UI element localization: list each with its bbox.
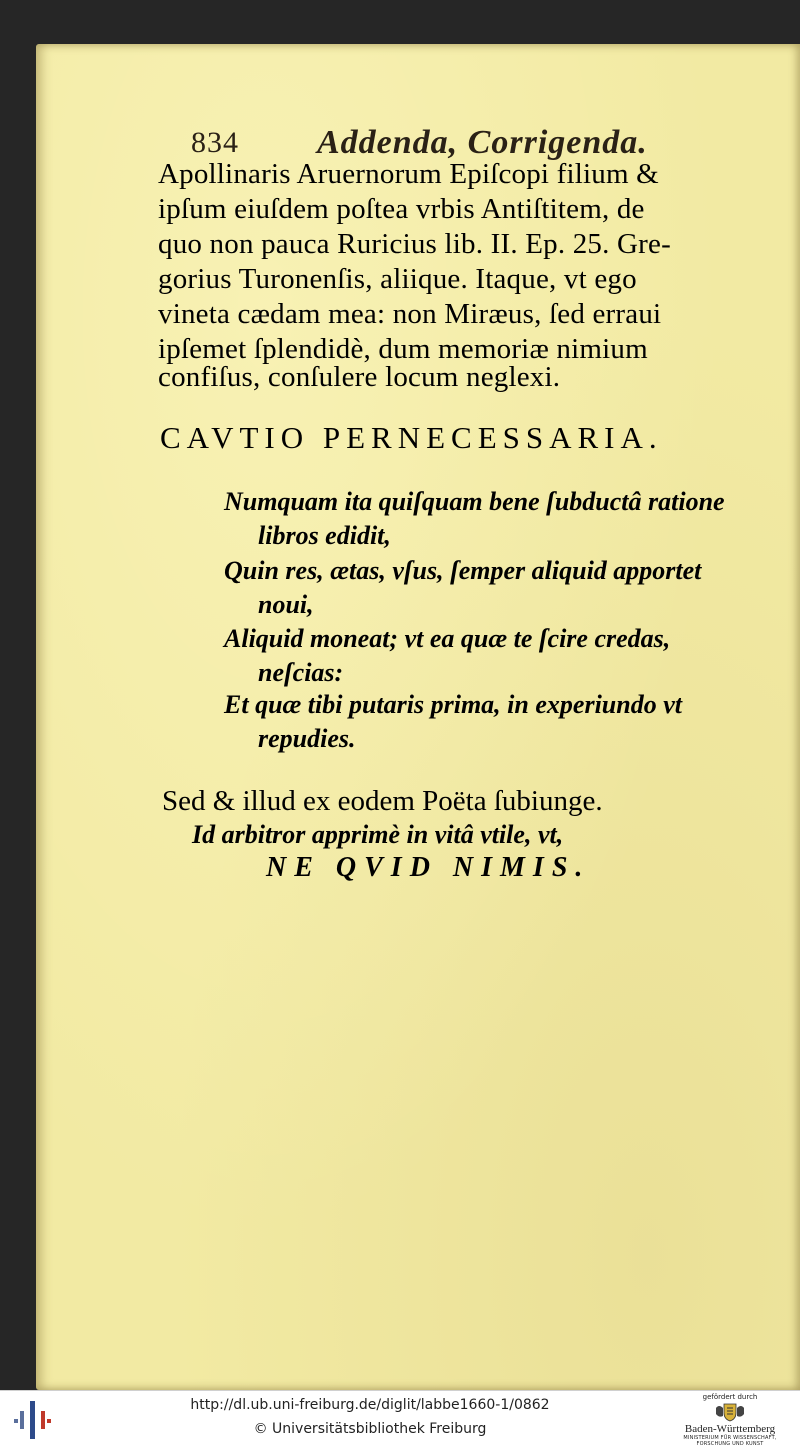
verse-line: libros edidit,: [258, 521, 391, 550]
sponsor-block: [670, 1393, 790, 1447]
body-line: quo non pauca Ruricius lib. II. Ep. 25. Gre-: [158, 228, 671, 260]
verse-line: neſcias:: [258, 658, 344, 687]
body-line: ipſemet ſplendidè, dum memoriæ nimium: [158, 333, 648, 365]
page-number: 834: [191, 126, 239, 159]
body-line: ipſum eiuſdem poſtea vrbis Antiſtitem, de: [158, 193, 645, 225]
verse-line: Et quæ tibi putaris prima, in experiundo vt: [224, 690, 682, 719]
sponsor-note: gefördert durch: [702, 1393, 758, 1401]
verse-line: Numquam ita quiſquam bene ſubductâ ratione: [224, 487, 725, 516]
body-line: confiſus, conſulere locum neglexi.: [158, 361, 561, 393]
closing-line: Sed & illud ex eodem Poëta ſubiunge.: [162, 785, 603, 817]
coat-of-arms-icon: [714, 1402, 746, 1422]
section-heading: CAVTIO PERNECESSARIA.: [160, 420, 663, 455]
viewer-footer: [0, 1390, 800, 1449]
document-url[interactable]: http://dl.ub.uni-freiburg.de/diglit/labbe1660-1/0862: [190, 1397, 550, 1413]
verse-line: noui,: [258, 590, 314, 619]
running-title: Addenda, Corrigenda.: [317, 124, 648, 161]
verse-line: Aliquid moneat; vt ea quæ te ſcire credas,: [224, 624, 671, 653]
body-line: Apollinaris Aruernorum Epiſcopi filium &: [158, 158, 659, 190]
sponsor-ministry: MINISTERIUM FÜR WISSENSCHAFT, FORSCHUNG UND KUNST: [683, 1435, 777, 1447]
body-line: vineta cædam mea: non Miræus, ſed erraui: [158, 298, 662, 330]
closing-verse: Id arbitror apprimè in vitâ vtile, vt,: [192, 820, 564, 849]
sponsor-name: Baden-Württemberg: [684, 1423, 776, 1435]
body-line: gorius Turonenſis, aliique. Itaque, vt ego: [158, 263, 637, 295]
verse-line: repudies.: [258, 724, 356, 753]
copyright-notice: © Universitätsbibliothek Freiburg: [253, 1421, 487, 1437]
verse-line: Quin res, ætas, vſus, ſemper aliquid apportet: [224, 556, 702, 585]
motto: NE QVID NIMIS.: [266, 852, 591, 883]
